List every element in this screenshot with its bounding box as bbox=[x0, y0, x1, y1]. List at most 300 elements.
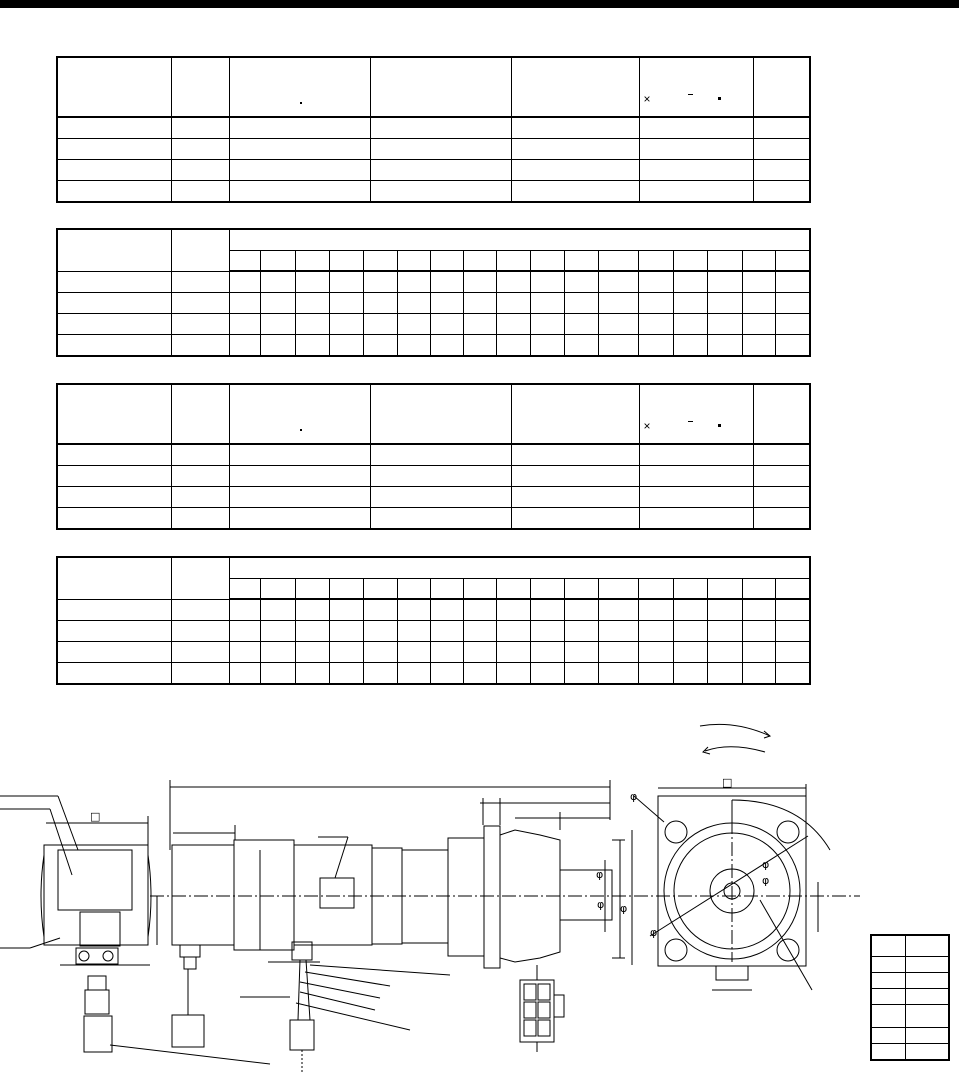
table-cell bbox=[511, 466, 639, 487]
table-cell bbox=[295, 579, 329, 600]
table-cell bbox=[171, 314, 229, 335]
table-cell bbox=[742, 271, 775, 293]
table-cell bbox=[295, 335, 329, 357]
table-cell bbox=[171, 599, 229, 621]
connector-plug bbox=[84, 1016, 112, 1052]
table-cell bbox=[707, 251, 742, 272]
table-cell bbox=[430, 314, 463, 335]
table-cell bbox=[370, 466, 511, 487]
times-icon: × bbox=[643, 92, 651, 106]
terminal-box bbox=[58, 850, 132, 910]
table-cell bbox=[564, 621, 598, 642]
table-cell bbox=[673, 621, 707, 642]
table-cell bbox=[229, 314, 260, 335]
header-cell bbox=[171, 57, 229, 117]
table-cell bbox=[260, 293, 295, 314]
table-cell bbox=[775, 271, 810, 293]
table-cell bbox=[511, 487, 639, 508]
table-cell bbox=[638, 642, 673, 663]
table-cell bbox=[295, 663, 329, 685]
table-cell bbox=[229, 599, 260, 621]
header-cell bbox=[370, 57, 511, 117]
table-cell bbox=[397, 579, 430, 600]
table-cell bbox=[564, 271, 598, 293]
gear-flange-plate bbox=[484, 826, 500, 968]
table-cell bbox=[564, 642, 598, 663]
dims-table-2 bbox=[56, 556, 811, 685]
table-cell bbox=[511, 444, 639, 466]
table-cell bbox=[295, 251, 329, 272]
table-cell bbox=[707, 314, 742, 335]
table-row bbox=[57, 181, 810, 203]
table-cell bbox=[707, 599, 742, 621]
table-cell bbox=[463, 663, 496, 685]
leader-line bbox=[634, 796, 664, 822]
table-cell bbox=[329, 293, 363, 314]
table-cell bbox=[871, 1028, 905, 1044]
header-cell bbox=[171, 384, 229, 444]
table-cell bbox=[775, 621, 810, 642]
header-cell bbox=[753, 57, 810, 117]
table-cell bbox=[673, 293, 707, 314]
table-cell bbox=[496, 599, 530, 621]
table-cell bbox=[673, 335, 707, 357]
table-cell bbox=[638, 335, 673, 357]
table-cell bbox=[638, 579, 673, 600]
table-cell bbox=[639, 117, 753, 139]
legend-table bbox=[870, 934, 950, 1061]
leader-line bbox=[50, 809, 72, 875]
table-row bbox=[57, 293, 810, 314]
table-cell bbox=[370, 444, 511, 466]
leader-line bbox=[305, 972, 390, 986]
table-cell bbox=[430, 599, 463, 621]
table-cell bbox=[496, 621, 530, 642]
table-cell bbox=[430, 663, 463, 685]
table-cell bbox=[673, 251, 707, 272]
table-cell bbox=[329, 579, 363, 600]
table-cell bbox=[463, 314, 496, 335]
square-symbol: □ bbox=[722, 776, 733, 789]
table-cell bbox=[742, 621, 775, 642]
table-cell bbox=[511, 181, 639, 203]
table-cell bbox=[171, 139, 229, 160]
table-cell bbox=[753, 487, 810, 508]
diameter-symbol: φ bbox=[650, 926, 658, 939]
leader-line bbox=[300, 982, 380, 998]
table-cell bbox=[370, 487, 511, 508]
table-cell bbox=[57, 487, 171, 508]
table-cell bbox=[363, 642, 397, 663]
nameplate bbox=[320, 878, 354, 908]
table-cell bbox=[229, 117, 370, 139]
table-row bbox=[57, 663, 810, 685]
pin-cell bbox=[538, 984, 550, 1000]
table-cell bbox=[753, 160, 810, 181]
table-cell bbox=[496, 271, 530, 293]
table-cell bbox=[57, 444, 171, 466]
table-cell bbox=[598, 642, 638, 663]
table-row bbox=[57, 621, 810, 642]
table-cell bbox=[329, 663, 363, 685]
page-header-bar bbox=[0, 0, 959, 8]
table-cell bbox=[742, 599, 775, 621]
table-row bbox=[57, 117, 810, 139]
table-cell bbox=[397, 642, 430, 663]
table-cell bbox=[598, 621, 638, 642]
table-row bbox=[871, 989, 949, 1005]
table-cell bbox=[295, 621, 329, 642]
table-cell bbox=[775, 642, 810, 663]
output-shaft bbox=[560, 870, 612, 920]
table-cell bbox=[753, 139, 810, 160]
diameter-symbol: φ bbox=[762, 858, 770, 871]
table-cell bbox=[638, 314, 673, 335]
table-cell bbox=[905, 989, 949, 1005]
table-cell bbox=[463, 579, 496, 600]
table-header-row bbox=[57, 229, 810, 251]
table-row bbox=[57, 599, 810, 621]
connector bbox=[88, 976, 106, 990]
header-cell bbox=[229, 384, 370, 444]
connector-pinout bbox=[520, 980, 554, 1042]
table-cell bbox=[57, 621, 171, 642]
table-row bbox=[871, 1044, 949, 1061]
table-cell bbox=[775, 293, 810, 314]
table-cell bbox=[57, 293, 171, 314]
table-body bbox=[57, 271, 810, 356]
table-cell bbox=[229, 487, 370, 508]
table-cell bbox=[753, 508, 810, 530]
terminal-cover bbox=[80, 912, 120, 946]
square-symbol: □ bbox=[90, 810, 101, 823]
table-cell bbox=[229, 160, 370, 181]
table-cell bbox=[905, 935, 949, 957]
table-cell bbox=[530, 335, 564, 357]
table-row bbox=[57, 271, 810, 293]
screw-icon bbox=[79, 951, 89, 961]
table-cell bbox=[229, 508, 370, 530]
diameter-symbol: φ bbox=[620, 902, 628, 915]
table-row bbox=[871, 1028, 949, 1044]
table-cell bbox=[511, 508, 639, 530]
table-cell bbox=[775, 251, 810, 272]
header-cell bbox=[57, 57, 171, 117]
table-cell bbox=[397, 293, 430, 314]
table-row bbox=[57, 487, 810, 508]
table-row bbox=[57, 160, 810, 181]
table-cell bbox=[171, 444, 229, 466]
table-body bbox=[57, 117, 810, 202]
table-cell bbox=[639, 508, 753, 530]
table-cell bbox=[598, 579, 638, 600]
table-row bbox=[57, 642, 810, 663]
table-row bbox=[871, 973, 949, 989]
table-cell bbox=[673, 642, 707, 663]
header-cell bbox=[511, 57, 639, 117]
table-cell bbox=[742, 642, 775, 663]
table-cell bbox=[905, 1044, 949, 1061]
header-cell bbox=[57, 557, 171, 599]
header-cell bbox=[639, 57, 753, 117]
table-cell bbox=[57, 314, 171, 335]
header-cell bbox=[229, 229, 810, 251]
table-cell bbox=[229, 579, 260, 600]
table-cell bbox=[57, 642, 171, 663]
screw-icon bbox=[103, 951, 113, 961]
table-cell bbox=[363, 663, 397, 685]
table-cell bbox=[57, 466, 171, 487]
header-cell bbox=[57, 384, 171, 444]
table-cell bbox=[430, 621, 463, 642]
diameter-symbol: φ bbox=[596, 868, 604, 881]
table-cell bbox=[397, 599, 430, 621]
table-cell bbox=[638, 599, 673, 621]
header-cell bbox=[753, 384, 810, 444]
rotation-arrow bbox=[705, 747, 765, 752]
table-row bbox=[871, 1005, 949, 1028]
table-cell bbox=[511, 160, 639, 181]
table-cell bbox=[370, 160, 511, 181]
table-cell bbox=[171, 117, 229, 139]
connector-plug bbox=[172, 1015, 204, 1047]
table-cell bbox=[564, 599, 598, 621]
connector-neck bbox=[184, 957, 196, 969]
encoder-plug bbox=[290, 1020, 314, 1050]
table-cell bbox=[229, 444, 370, 466]
table-cell bbox=[639, 181, 753, 203]
table-cell bbox=[638, 293, 673, 314]
table-header-row bbox=[57, 384, 810, 444]
motor-outline-drawing bbox=[0, 700, 959, 1073]
header-cell bbox=[229, 557, 810, 579]
connector-stub bbox=[716, 966, 748, 980]
table-cell bbox=[598, 599, 638, 621]
table-cell bbox=[397, 335, 430, 357]
table-cell bbox=[496, 335, 530, 357]
table-body bbox=[57, 444, 810, 529]
table-cell bbox=[463, 599, 496, 621]
motor-body-section bbox=[294, 845, 372, 945]
table-cell bbox=[463, 642, 496, 663]
table-cell bbox=[171, 335, 229, 357]
dimension-line bbox=[650, 836, 808, 936]
table-cell bbox=[871, 1044, 905, 1061]
table-cell bbox=[397, 314, 430, 335]
diameter-symbol: φ bbox=[630, 790, 638, 803]
table-cell bbox=[171, 663, 229, 685]
mounting-hole bbox=[777, 939, 799, 961]
table-cell bbox=[639, 444, 753, 466]
table-cell bbox=[530, 621, 564, 642]
table-cell bbox=[905, 957, 949, 973]
table-cell bbox=[598, 335, 638, 357]
table-body bbox=[57, 599, 810, 684]
table-cell bbox=[363, 293, 397, 314]
table-cell bbox=[707, 642, 742, 663]
table-cell bbox=[742, 314, 775, 335]
table-cell bbox=[639, 466, 753, 487]
table-cell bbox=[530, 642, 564, 663]
rotation-arrow bbox=[700, 724, 770, 736]
times-icon: × bbox=[643, 419, 651, 433]
table-cell bbox=[295, 599, 329, 621]
table-cell bbox=[530, 663, 564, 685]
table-cell bbox=[430, 271, 463, 293]
table-cell bbox=[370, 117, 511, 139]
table-header-row bbox=[57, 57, 810, 117]
table-cell bbox=[363, 271, 397, 293]
table-cell bbox=[496, 293, 530, 314]
table-cell bbox=[171, 621, 229, 642]
table-cell bbox=[171, 487, 229, 508]
table-cell bbox=[229, 621, 260, 642]
table-cell bbox=[397, 621, 430, 642]
table-cell bbox=[171, 642, 229, 663]
connector-latch bbox=[554, 995, 564, 1017]
table-cell bbox=[753, 117, 810, 139]
diameter-symbol: φ bbox=[762, 874, 770, 887]
table-cell bbox=[564, 314, 598, 335]
header-cell bbox=[511, 384, 639, 444]
leader-line bbox=[110, 1045, 270, 1064]
header-cell bbox=[370, 384, 511, 444]
header-cell bbox=[229, 57, 370, 117]
table-cell bbox=[260, 599, 295, 621]
table-cell bbox=[397, 663, 430, 685]
table-cell bbox=[742, 579, 775, 600]
table-cell bbox=[753, 444, 810, 466]
table-cell bbox=[329, 271, 363, 293]
connector bbox=[180, 945, 200, 957]
table-row bbox=[57, 139, 810, 160]
table-cell bbox=[638, 251, 673, 272]
table-cell bbox=[564, 579, 598, 600]
table-row bbox=[57, 335, 810, 357]
pin-cell bbox=[524, 984, 536, 1000]
table-cell bbox=[57, 663, 171, 685]
table-cell bbox=[753, 466, 810, 487]
table-cell bbox=[638, 271, 673, 293]
pin-cell bbox=[524, 1020, 536, 1036]
table-cell bbox=[363, 335, 397, 357]
table-cell bbox=[463, 621, 496, 642]
leader-line bbox=[30, 938, 60, 948]
table-cell bbox=[229, 181, 370, 203]
table-cell bbox=[639, 160, 753, 181]
table-cell bbox=[260, 642, 295, 663]
table-cell bbox=[530, 599, 564, 621]
table-cell bbox=[329, 335, 363, 357]
table-cell bbox=[260, 251, 295, 272]
table-cell bbox=[598, 663, 638, 685]
table-row bbox=[57, 314, 810, 335]
table-cell bbox=[742, 335, 775, 357]
table-cell bbox=[57, 117, 171, 139]
table-cell bbox=[496, 251, 530, 272]
table-cell bbox=[673, 314, 707, 335]
table-cell bbox=[639, 139, 753, 160]
table-cell bbox=[707, 293, 742, 314]
table-cell bbox=[511, 139, 639, 160]
table-cell bbox=[707, 621, 742, 642]
table-cell bbox=[905, 1028, 949, 1044]
table-cell bbox=[229, 251, 260, 272]
table-cell bbox=[511, 117, 639, 139]
table-cell bbox=[430, 335, 463, 357]
table-cell bbox=[171, 466, 229, 487]
header-cell bbox=[171, 557, 229, 599]
table-cell bbox=[57, 335, 171, 357]
table-cell bbox=[598, 271, 638, 293]
mounting-hole bbox=[665, 821, 687, 843]
table-cell bbox=[260, 314, 295, 335]
table-cell bbox=[229, 139, 370, 160]
table-cell bbox=[260, 335, 295, 357]
mounting-hole bbox=[777, 821, 799, 843]
table-cell bbox=[57, 599, 171, 621]
table-cell bbox=[229, 466, 370, 487]
table-cell bbox=[638, 663, 673, 685]
table-cell bbox=[598, 251, 638, 272]
table-cell bbox=[496, 314, 530, 335]
motor-rear-cap bbox=[172, 845, 234, 945]
table-cell bbox=[430, 579, 463, 600]
table-cell bbox=[673, 599, 707, 621]
table-cell bbox=[905, 1005, 949, 1028]
table-cell bbox=[742, 663, 775, 685]
diameter-symbol: φ bbox=[597, 898, 605, 911]
table-cell bbox=[370, 508, 511, 530]
table-cell bbox=[905, 973, 949, 989]
table-cell bbox=[871, 957, 905, 973]
table-cell bbox=[370, 139, 511, 160]
table-cell bbox=[638, 621, 673, 642]
table-cell bbox=[171, 181, 229, 203]
table-cell bbox=[707, 663, 742, 685]
table-cell bbox=[57, 181, 171, 203]
connector-body bbox=[85, 990, 109, 1014]
pin-cell bbox=[538, 1002, 550, 1018]
table-cell bbox=[871, 935, 905, 957]
table-cell bbox=[295, 293, 329, 314]
table-cell bbox=[329, 621, 363, 642]
table-cell bbox=[564, 663, 598, 685]
table-cell bbox=[329, 314, 363, 335]
table-cell bbox=[363, 314, 397, 335]
table-cell bbox=[742, 251, 775, 272]
table-row bbox=[57, 466, 810, 487]
leader-line bbox=[310, 965, 450, 975]
table-cell bbox=[229, 293, 260, 314]
table-cell bbox=[775, 579, 810, 600]
table-cell bbox=[564, 293, 598, 314]
table-cell bbox=[229, 642, 260, 663]
table-cell bbox=[397, 251, 430, 272]
table-cell bbox=[57, 508, 171, 530]
table-cell bbox=[295, 642, 329, 663]
table-cell bbox=[430, 251, 463, 272]
cable bbox=[298, 960, 310, 1020]
table-cell bbox=[171, 160, 229, 181]
table-row bbox=[871, 957, 949, 973]
spec-table-2 bbox=[56, 383, 811, 530]
table-cell bbox=[295, 314, 329, 335]
table-cell bbox=[707, 579, 742, 600]
table-cell bbox=[598, 314, 638, 335]
table-cell bbox=[260, 271, 295, 293]
table-cell bbox=[229, 271, 260, 293]
